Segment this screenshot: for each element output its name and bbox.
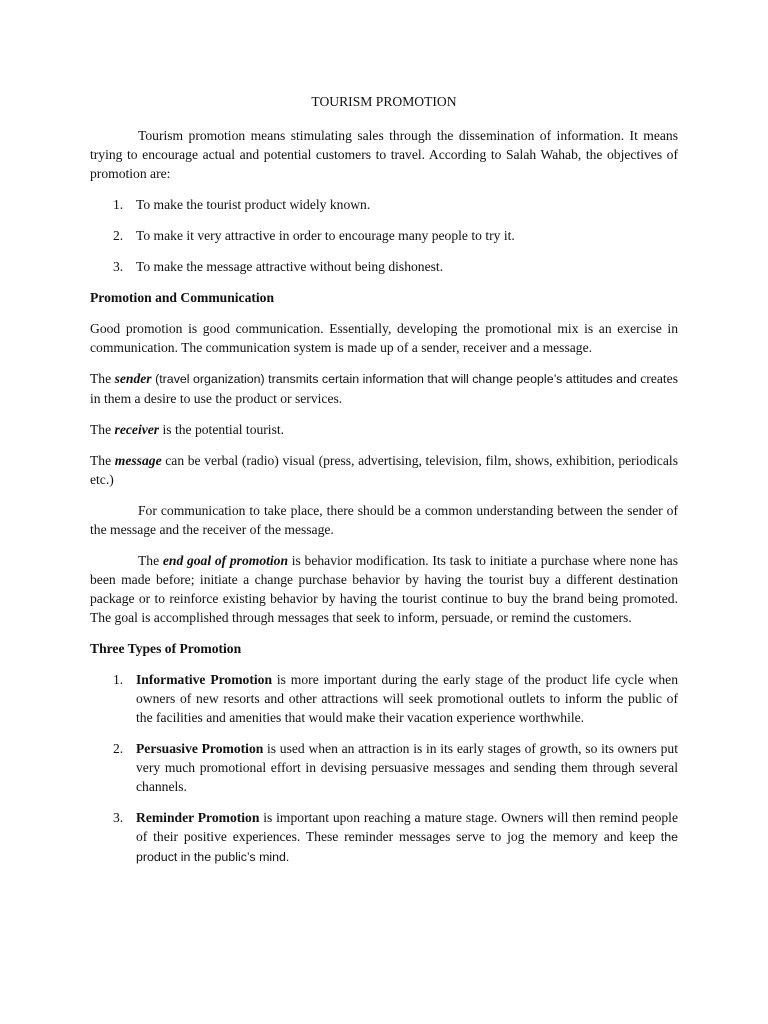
document-title: TOURISM PROMOTION [311,94,457,109]
list-item-text: To make the message attractive without being dishonest. [136,259,444,274]
list-number: 1. [113,672,124,687]
document-page [90,92,678,879]
common-understanding-paragraph: For communication to take place, there should be a common understanding between the sender of the message and the receiver of the message. [90,503,678,537]
receiver-paragraph [90,420,678,439]
endgoal-post: is behavior modification. Its task to initiate a purchase where none has been made before; initiate a change purchase behavior by having the tourist buy a different destination package or to reinforce existing behavior by having the tourist continue to buy the brand being promoted. The goal is accomplished through messages that seek to inform, persuade, or remind the customers. [90,553,678,625]
list-item [90,195,678,214]
endgoal-pre: The [138,553,163,568]
type-term: Reminder Promotion [136,810,260,825]
message-pre: The [90,453,115,468]
objectives-list [90,195,678,276]
sender-pre: The [90,371,115,386]
section-heading-types: Three Types of Promotion [90,641,242,656]
list-number: 3. [113,259,124,274]
intro-paragraph: Tourism promotion means stimulating sales through the dissemination of information. It means trying to encourage actual and potential customers to travel. According to Salah Wahab, the objectives of promotion are: [90,128,678,181]
receiver-post: is the potential tourist. [159,422,285,437]
list-number: 2. [113,741,124,756]
list-item-text: To make the tourist product widely known. [136,197,371,212]
type-term: Informative Promotion [136,672,272,687]
list-number: 2. [113,228,124,243]
list-number: 3. [113,810,124,825]
type-term: Persuasive Promotion [136,741,264,756]
list-item [90,226,678,245]
end-goal-paragraph [90,551,678,627]
message-post: can be verbal (radio) visual (press, advertising, television, film, shows, exhibition, periodicals etc.) [90,453,678,487]
list-item [90,257,678,276]
type-text: is more important during the early stage of the product life cycle when owners of new resorts and other attractions will seek promotional outlets to inform the public of the facilities and amenities that would make their vacation experience worthwhile. [136,672,678,725]
type-text: is important upon reaching a mature stage. Owners will then remind people of their positive experiences. These reminder messages serve to jog the memory and keep [136,810,678,844]
sender-term: sender [114,371,152,386]
list-item [90,670,678,727]
communication-paragraph: Good promotion is good communication. Essentially, developing the promotional mix is an exercise in communication. The communication system is made up of a sender, receiver and a message. [90,321,678,355]
list-number: 1. [113,197,124,212]
sender-mid: (travel organization) transmits certain information that will change people’s attitudes and [151,372,637,386]
section-heading-communication: Promotion and Communication [90,290,275,305]
receiver-pre: The [90,422,115,437]
sender-post: creates in them a desire to use the product or services. [90,371,678,406]
promotion-types-list [90,670,678,867]
message-paragraph [90,451,678,489]
endgoal-term: end goal of promotion [162,553,289,568]
list-item-text: To make it very attractive in order to encourage many people to try it. [136,228,515,243]
type-text: is used when an attraction is in its early stages of growth, so its owners put very much promotional effort in devising persuasive messages and sending them through several channels. [136,741,679,794]
list-item [90,739,678,796]
message-term: message [114,453,162,468]
type-tail: the product in the public’s mind. [136,830,678,864]
list-item [90,808,678,867]
receiver-term: receiver [114,422,160,437]
sender-paragraph [90,369,678,408]
